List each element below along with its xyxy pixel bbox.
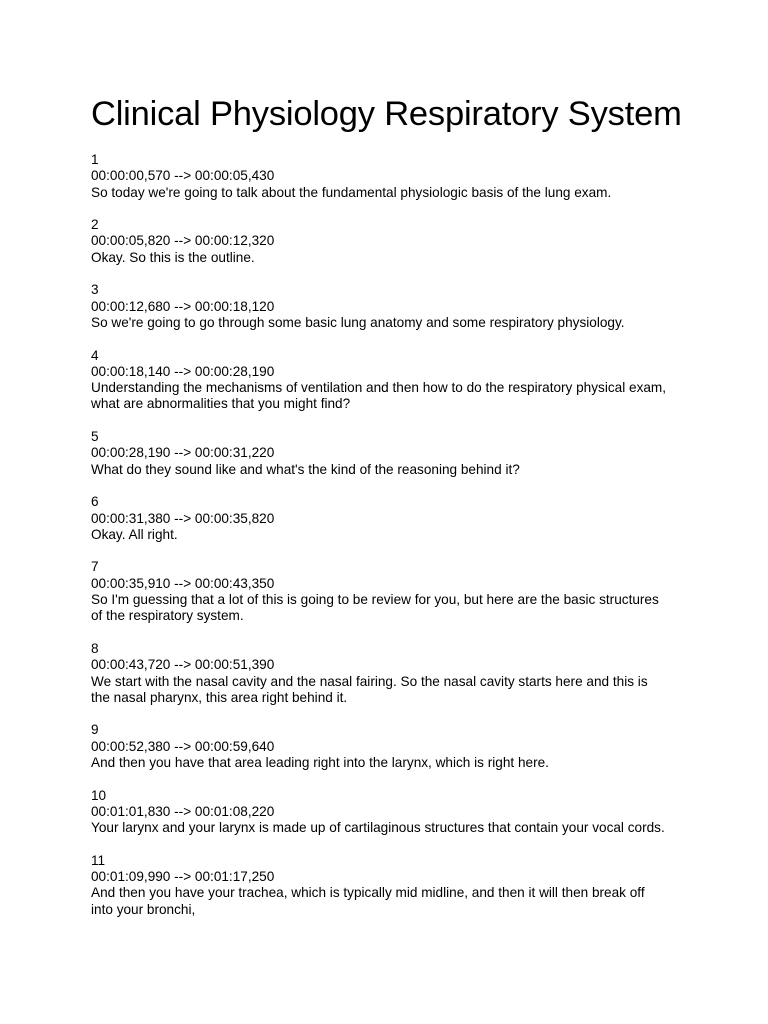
entry-timestamp: 00:00:18,140 --> 00:00:28,190 <box>91 363 275 379</box>
subtitle-entry <box>91 348 691 413</box>
entry-timestamp: 00:00:43,720 --> 00:00:51,390 <box>91 657 275 673</box>
entry-index: 3 <box>91 282 99 298</box>
subtitle-entry <box>91 217 691 266</box>
entry-timestamp: 00:01:01,830 --> 00:01:08,220 <box>91 803 275 819</box>
entry-index: 11 <box>91 852 106 868</box>
entry-timestamp: 00:00:00,570 --> 00:00:05,430 <box>91 168 275 184</box>
entry-timestamp: 00:01:09,990 --> 00:01:17,250 <box>91 869 275 885</box>
subtitle-entry <box>91 494 691 543</box>
entry-text-line: the nasal pharynx, this area right behind it. <box>91 689 348 705</box>
subtitle-entry <box>91 853 691 918</box>
entry-text: So today we're going to talk about the fundamental physiologic basis of the lung exam. <box>91 184 612 200</box>
entry-timestamp: 00:00:05,820 --> 00:00:12,320 <box>91 233 275 249</box>
subtitle-entry <box>91 788 691 837</box>
entry-text-line: So I'm guessing that a lot of this is going to be review for you, but here are the basic structures <box>91 592 659 608</box>
entry-index: 9 <box>91 722 99 738</box>
entry-index: 1 <box>91 152 99 167</box>
document-title: Clinical Physiology Respiratory System <box>91 95 682 133</box>
entry-index: 4 <box>91 347 99 363</box>
entry-index: 8 <box>91 640 99 656</box>
entry-text-line: into your bronchi, <box>91 901 196 917</box>
entry-text-line: what are abnormalities that you might find? <box>91 396 351 412</box>
subtitle-entry <box>91 641 691 706</box>
subtitle-entries <box>91 152 691 918</box>
entry-index: 5 <box>91 429 99 445</box>
entry-text: Okay. So this is the outline. <box>91 249 255 265</box>
entry-text: And then you have that area leading right into the larynx, which is right here. <box>91 754 549 770</box>
entry-index: 7 <box>91 559 99 575</box>
subtitle-entry <box>91 152 691 201</box>
entry-index: 10 <box>91 787 107 803</box>
subtitle-entry <box>91 282 691 331</box>
entry-timestamp: 00:00:35,910 --> 00:00:43,350 <box>91 575 275 591</box>
entry-text: So we're going to go through some basic lung anatomy and some respiratory physiology. <box>91 314 625 330</box>
entry-timestamp: 00:00:12,680 --> 00:00:18,120 <box>91 298 275 314</box>
subtitle-entry <box>91 722 691 771</box>
entry-index: 2 <box>91 217 99 233</box>
entry-text: What do they sound like and what's the kind of the reasoning behind it? <box>91 461 520 477</box>
subtitle-entry <box>91 429 691 478</box>
entry-text-line: And then you have your trachea, which is typically mid midline, and then it will then break off <box>91 885 645 901</box>
entry-index: 6 <box>91 494 99 510</box>
entry-timestamp: 00:00:31,380 --> 00:00:35,820 <box>91 510 275 526</box>
document-page <box>91 93 691 934</box>
entry-timestamp: 00:00:52,380 --> 00:00:59,640 <box>91 738 275 754</box>
entry-timestamp: 00:00:28,190 --> 00:00:31,220 <box>91 445 275 461</box>
entry-text: Your larynx and your larynx is made up of cartilaginous structures that contain your vocal cords. <box>91 820 665 836</box>
entry-text-line: We start with the nasal cavity and the nasal fairing. So the nasal cavity starts here and this is <box>91 673 648 689</box>
entry-text-line: Understanding the mechanisms of ventilation and then how to do the respiratory physical exam, <box>91 380 667 396</box>
subtitle-entry <box>91 559 691 624</box>
entry-text-line: of the respiratory system. <box>91 608 244 624</box>
entry-text: Okay. All right. <box>91 526 178 542</box>
